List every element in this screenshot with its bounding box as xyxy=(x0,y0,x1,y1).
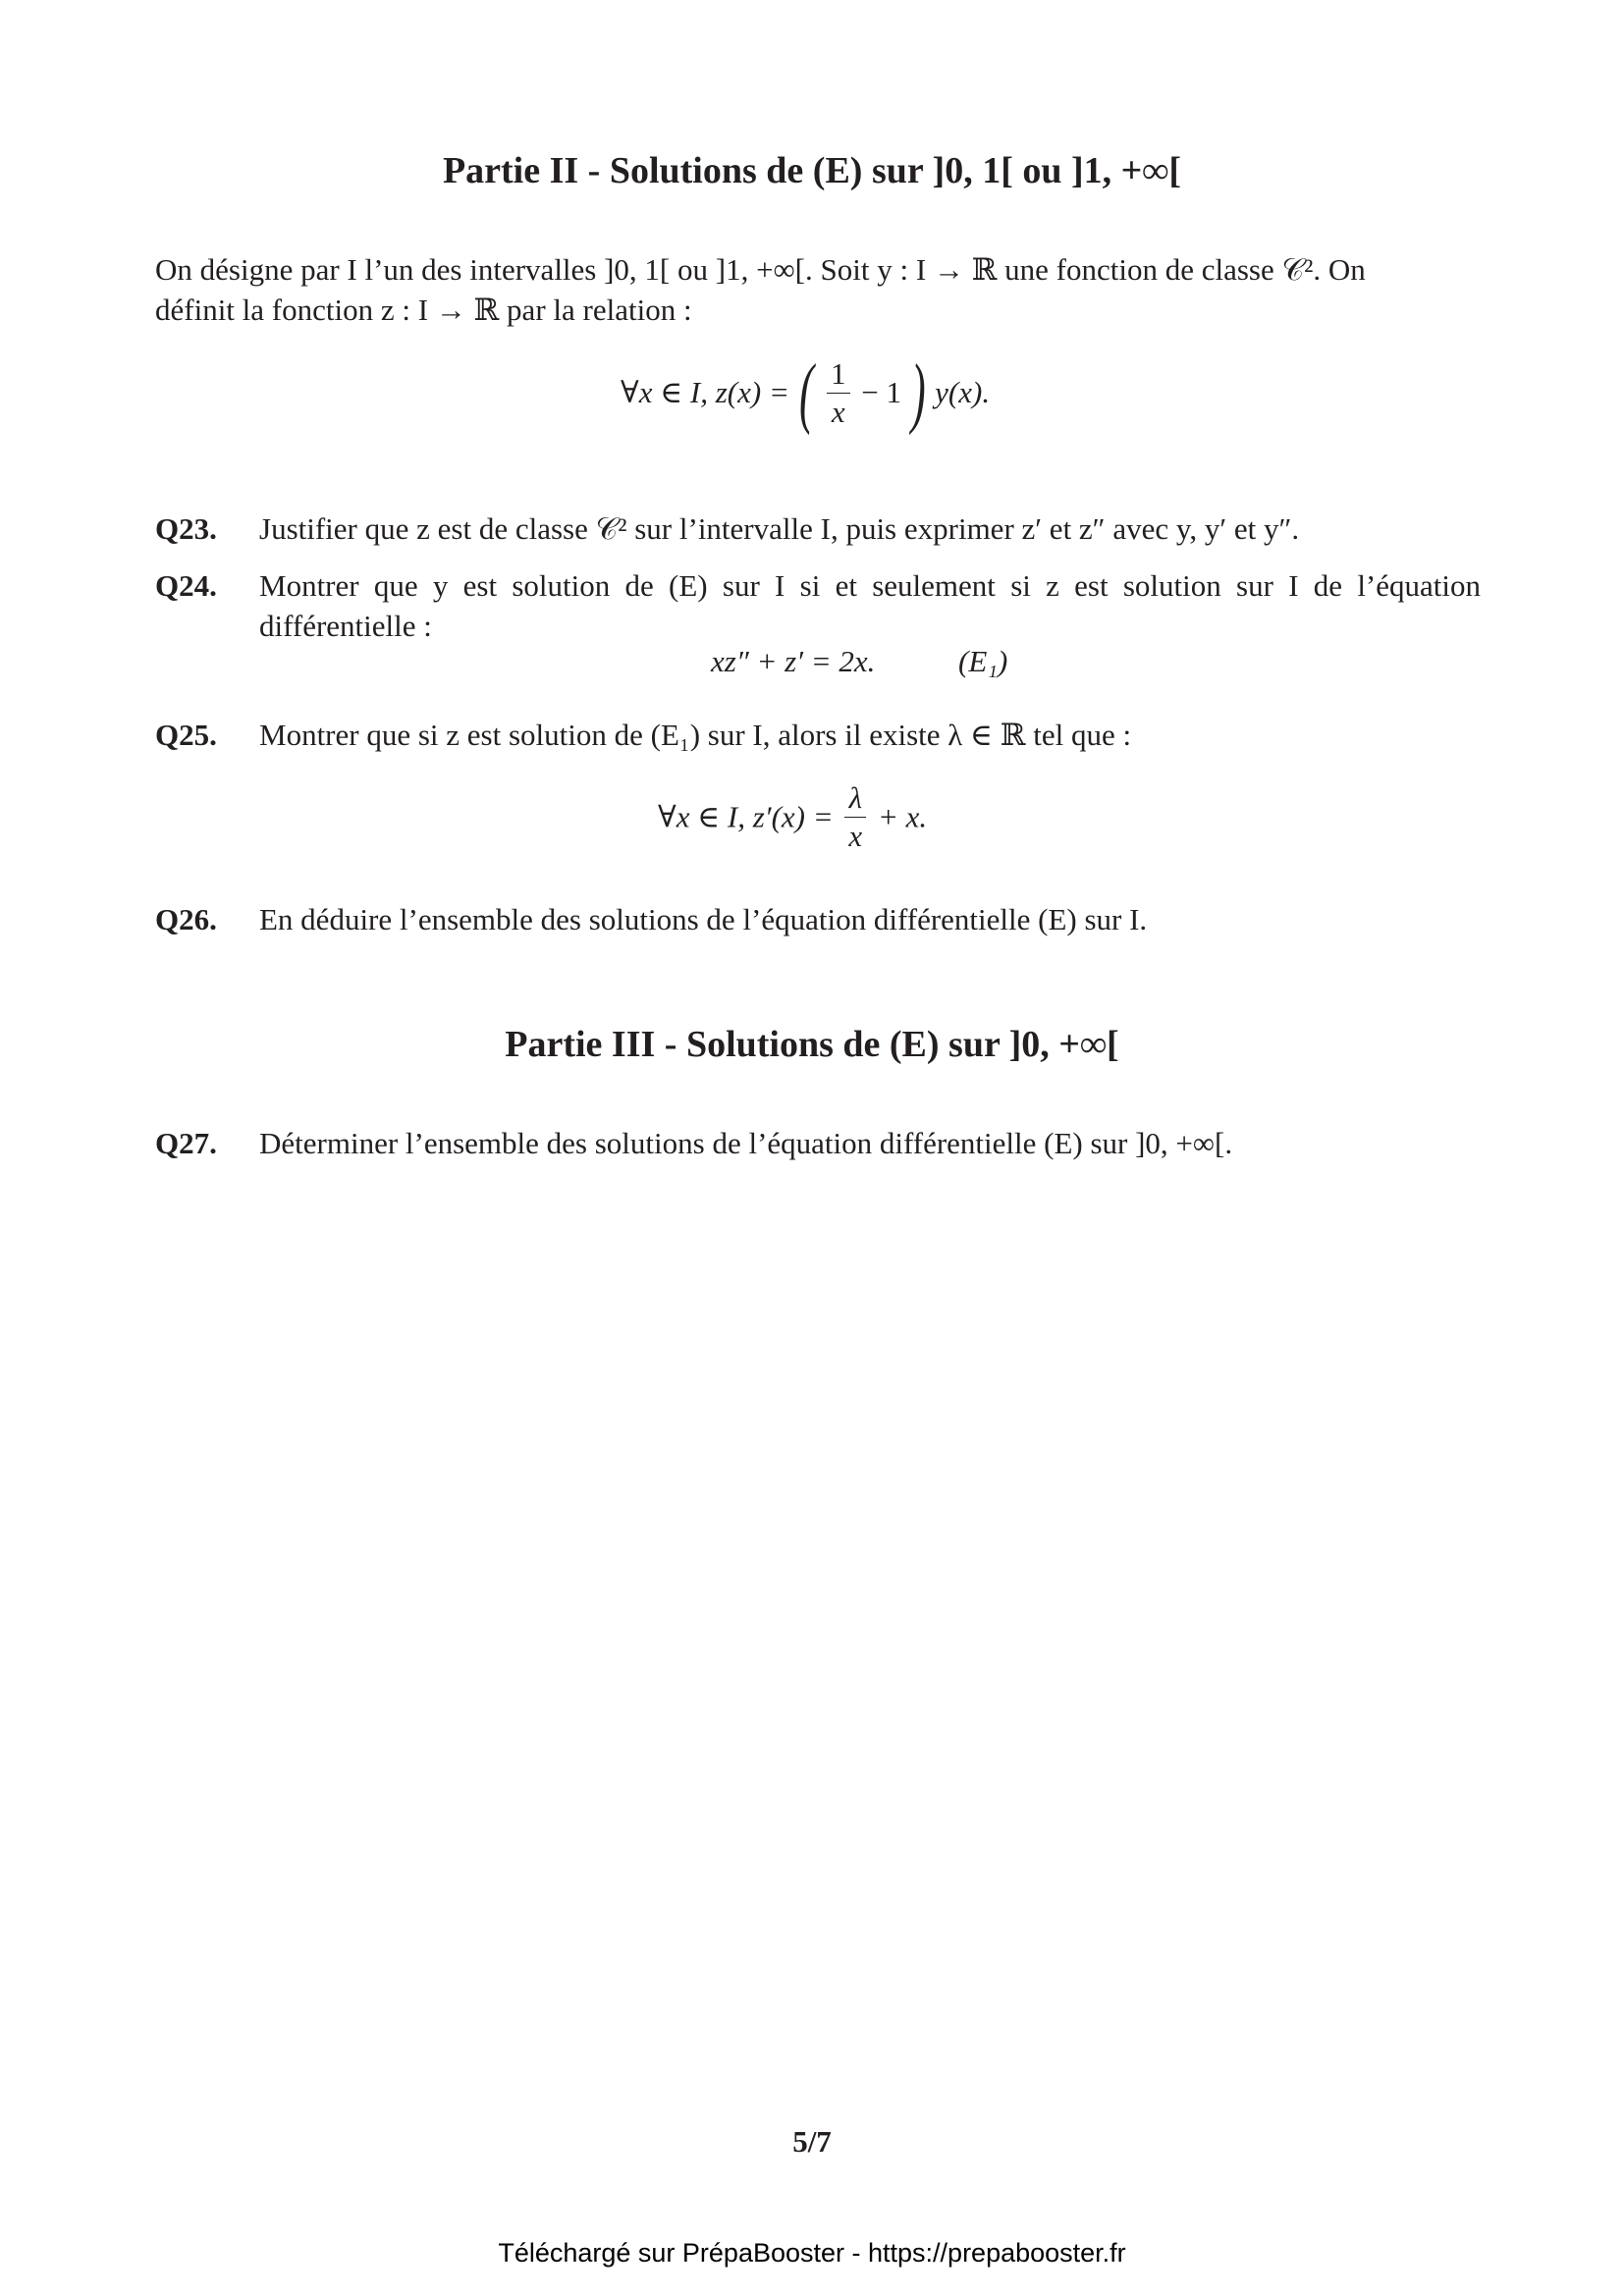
main-eq-fraction xyxy=(827,355,850,431)
q24-equation-tag: (E₁) xyxy=(958,644,1008,678)
q26-text: En déduire l’ensemble des solutions de l’équation différentielle (E) sur I. xyxy=(259,902,1148,936)
q24-text: Montrer que y est solution de (E) sur I si et seulement si z est solution sur I de l’équation différentielle : xyxy=(259,568,1481,643)
main-eq-mid: − 1 xyxy=(861,375,902,409)
q25-eq-fraction xyxy=(844,779,866,855)
q25-eq-left: ∀x ∈ I, z′(x) = xyxy=(658,799,834,834)
intro-line-2: définit la fonction z : I → ℝ par la relation : xyxy=(155,293,692,327)
q25-text: Montrer que si z est solution de (E₁) sur I, alors il existe λ ∈ ℝ tel que : xyxy=(259,718,1132,752)
main-equation xyxy=(621,349,991,436)
q27-text: Déterminer l’ensemble des solutions de l’équation différentielle (E) sur ]0, +∞[. xyxy=(259,1126,1233,1160)
q25-eq-frac-num: λ xyxy=(848,780,863,815)
left-paren-icon: ( xyxy=(798,349,814,436)
main-eq-frac-num: 1 xyxy=(831,355,846,391)
section2-title: Partie II - Solutions de (E) sur ]0, 1[ ou ]1, +∞[ xyxy=(442,150,1182,191)
q26-label: Q26. xyxy=(155,902,217,936)
section3-title: Partie III - Solutions de (E) sur ]0, +∞[ xyxy=(505,1024,1119,1065)
right-paren-icon: ) xyxy=(910,349,926,436)
main-eq-frac-den: x xyxy=(827,393,850,431)
download-footer: Téléchargé sur PrépaBooster - https://prepabooster.fr xyxy=(498,2238,1126,2268)
q25-label: Q25. xyxy=(155,718,217,752)
q23-label: Q23. xyxy=(155,511,217,546)
q24-label: Q24. xyxy=(155,568,217,603)
main-eq-left: ∀x ∈ I, z(x) = xyxy=(621,375,789,409)
q24-equation: xz″ + z′ = 2x. xyxy=(711,644,876,678)
q23-text: Justifier que z est de classe 𝒞² sur l’intervalle I, puis exprimer z′ et z″ avec y, y′ et y″. xyxy=(259,511,1300,546)
q25-eq-frac-den: x xyxy=(844,817,866,855)
q25-equation xyxy=(658,779,927,855)
q27-label: Q27. xyxy=(155,1126,217,1160)
main-eq-right: y(x). xyxy=(935,375,991,409)
intro-line-1: On désigne par I l’un des intervalles ]0, 1[ ou ]1, +∞[. Soit y : I → ℝ une fonction de classe 𝒞². On xyxy=(155,252,1366,287)
q25-eq-right: + x. xyxy=(877,799,928,834)
page-number: 5/7 xyxy=(792,2124,832,2159)
section2-intro xyxy=(155,249,1481,330)
